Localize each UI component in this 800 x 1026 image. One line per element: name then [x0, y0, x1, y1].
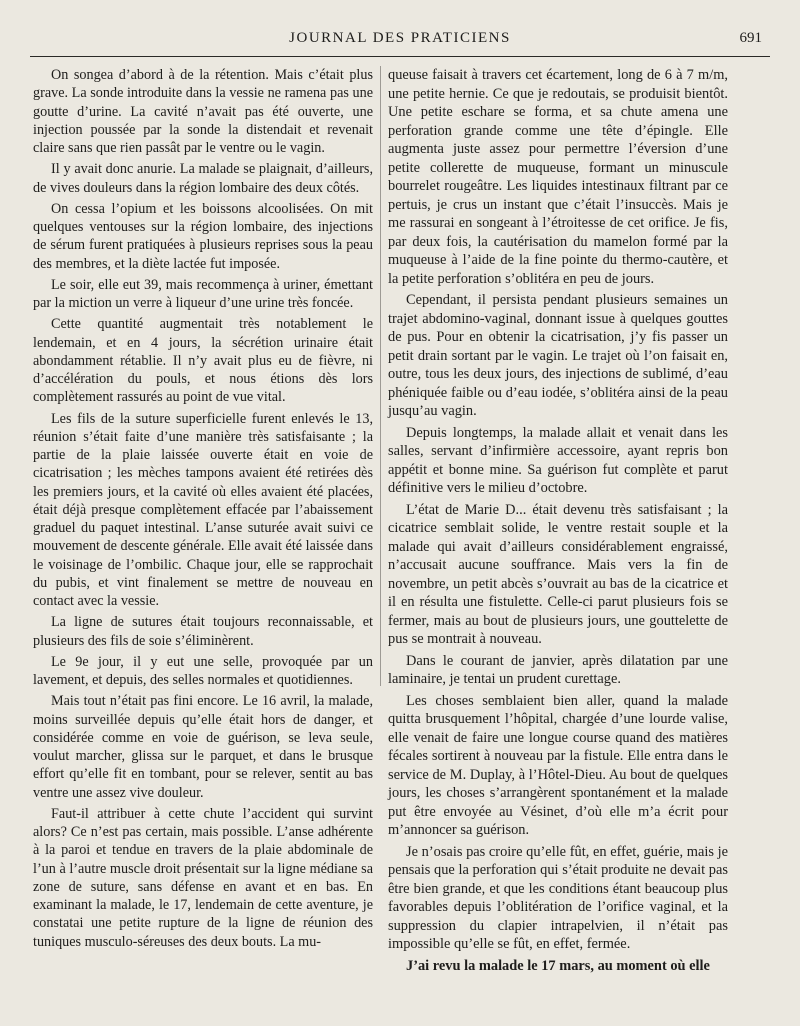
paragraph: J’ai revu la malade le 17 mars, au moment où elle [406, 957, 710, 974]
paragraph: Il y avait donc anurie. La malade se plaignait, d’ailleurs, de vives douleurs dans la région lombaire des deux côtés. [33, 161, 373, 196]
header-rule [30, 56, 770, 57]
paragraph: Le 9e jour, il y eut une selle, provoquée par un lavement, et depuis, des selles normales et quotidiennes. [33, 653, 373, 688]
paragraph: L’état de Marie D... était devenu très satisfaisant ; la cicatrice semblait solide, le ventre restait souple et la malade qui avait d’ailleurs considérablement engraissé, n’accusait aucune souffrance. Mais vers la fin de novembre, un petit abcès s’ouvrait au bas de la cicatrice et il en résulta une fistulette. Celle-ci parut plusieurs fois se fermer, mais au bout de plusieurs jours, une gouttelette de pus se montrait à nouveau. [388, 501, 728, 647]
paragraph: Les choses semblaient bien aller, quand la malade quitta brusquement l’hôpital, chargée d’une lourde valise, elle venait de faire une longue course quand des matières fécales sortirent à nouveau par la fistule. Elle entra dans le service de M. Duplay, à l’Hôtel-Dieu. Au bout de quelques jours, les choses s’arrangèrent spontanément et la malade put être envoyée au Vésinet, d’où elle m’a écrit pour m’annoncer sa guérison. [388, 692, 728, 838]
journal-title: JOURNAL DES PRATICIENS [289, 30, 511, 46]
paragraph: Depuis longtemps, la malade allait et venait dans les salles, servant d’infirmière accessoire, ayant repris bon appétit et bonne mine. Sa guérison fut complète et parut définitive vers le milieu d’octobre. [388, 424, 728, 496]
paragraph: queuse faisait à travers cet écartement, long de 6 à 7 m/m, une petite hernie. Ce que je redoutais, se produisit bientôt. Une petite eschare se forma, et sa chute amena une perforation grande comme une tête d’épingle. Elle augmenta juste assez pour permettre l’éversion d’une petite collerette de muqueuse, formant un minuscule bourrelet rougeâtre. Les liquides intestinaux filtrant par ce pertuis, je crus un instant que c’était l’insuccès. Mais je me rassurai en songeant à l’étroitesse de cet orifice. Je fis, par deux fois, la cautérisation du mamelon formé par la muqueuse à l’aide de la fine pointe du thermo-cautère, et la petite perforation s’oblitéra en peu de jours. [388, 67, 728, 287]
paragraph: Dans le courant de janvier, après dilatation par une laminaire, je tentai un prudent curettage. [388, 652, 728, 687]
paragraph: Mais tout n’était pas fini encore. Le 16 avril, la malade, moins surveillée depuis qu’elle était hors de danger, et considérée comme en voie de guérison, se leva seule, voulut marcher, glissa sur le parquet, et dans le brusque effort qu’elle fit en tombant, pour se relever, sentit au bas ventre une assez vive douleur. [33, 693, 373, 801]
column-divider [380, 66, 381, 686]
paragraph: On songea d’abord à de la rétention. Mais c’était plus grave. La sonde introduite dans la vessie ne ramena pas une goutte d’urine. La cavité n’avait pas été ouverte, une injection poussée par la sonde la distendait et revenait claire sans que rien passât par le ventre ou le vagin. [33, 67, 373, 156]
paragraph: Les fils de la suture superficielle furent enlevés le 13, réunion s’était faite d’une manière très satisfaisante ; la partie de la plaie laissée ouverte était en voie de cicatrisation ; les mèches tampons avaient été retirées dès les premiers jours, et la cavité où elles avaient été placées, était déjà presque complètement effacée par l’abaissement graduel du paquet intestinal. L’anse suturée avait suivi ce mouvement de descente générale. Elle avait été laissée dans le voisinage de l’ombilic. Chaque jour, elle se rapprochait du pubis, et vint finalement se mettre de nouveau en contact avec la vessie. [33, 410, 373, 609]
paragraph: Le soir, elle eut 39, mais recommença à uriner, émettant par la miction un verre à liqueur d’une urine très foncée. [33, 276, 373, 311]
page-header [30, 22, 770, 52]
paragraph: On cessa l’opium et les boissons alcoolisées. On mit quelques ventouses sur la région lombaire, des injections de sérum furent pratiquées à plusieurs reprises sous la peau des membres, et la diète lactée fut imposée. [33, 200, 373, 272]
right-column [388, 66, 728, 978]
paragraph: Faut-il attribuer à cette chute l’accident qui survint alors? Ce n’est pas certain, mais possible. L’anse adhérente à la paroi et tendue en travers de la plaie abdominale de l’un à l’autre muscle droit présentait sur la ligne médiane sa zone de suture, sans défense en avant et en bas. En examinant la malade, le 17, lendemain de cette aventure, je constatai une petite rupture de la ligne de réunion des tuniques musculo-séreuses des deux bouts. La mu- [33, 805, 373, 950]
page-number: 691 [739, 30, 762, 46]
paragraph: La ligne de sutures était toujours reconnaissable, et plusieurs des fils de soie s’éliminèrent. [33, 614, 373, 649]
paragraph: Cette quantité augmentait très notablement le lendemain, et en 4 jours, la sécrétion urinaire était abondamment rétablie. Il n’y avait plus eu de fièvre, ni d’accélération du pouls, et nous étions dès lors complètement rassurés au point de vue vital. [33, 316, 373, 406]
left-column [33, 66, 373, 954]
paragraph: Je n’osais pas croire qu’elle fût, en effet, guérie, mais je pensais que la perforation qui s’était produite ne devait pas être bien grande, et que les conditions étant beaucoup plus favorables depuis l’oblitération de l’orifice vaginal, et la suppression du clapier intrapelvien, il n’était pas impossible qu’elle se fût, en effet, fermée. [388, 843, 728, 952]
paragraph: Cependant, il persista pendant plusieurs semaines un trajet abdomino-vaginal, donnant issue à quelques gouttes de pus. Pour en obtenir la cicatrisation, j’y fis passer un petit drain sortant par le vagin. Le trajet où l’on faisait en, outre, tous les deux jours, des injections de sublimé, d’eau phéniquée faible ou d’eau iodée, s’oblitéra ainsi de la peau jusqu’au vagin. [388, 292, 728, 419]
